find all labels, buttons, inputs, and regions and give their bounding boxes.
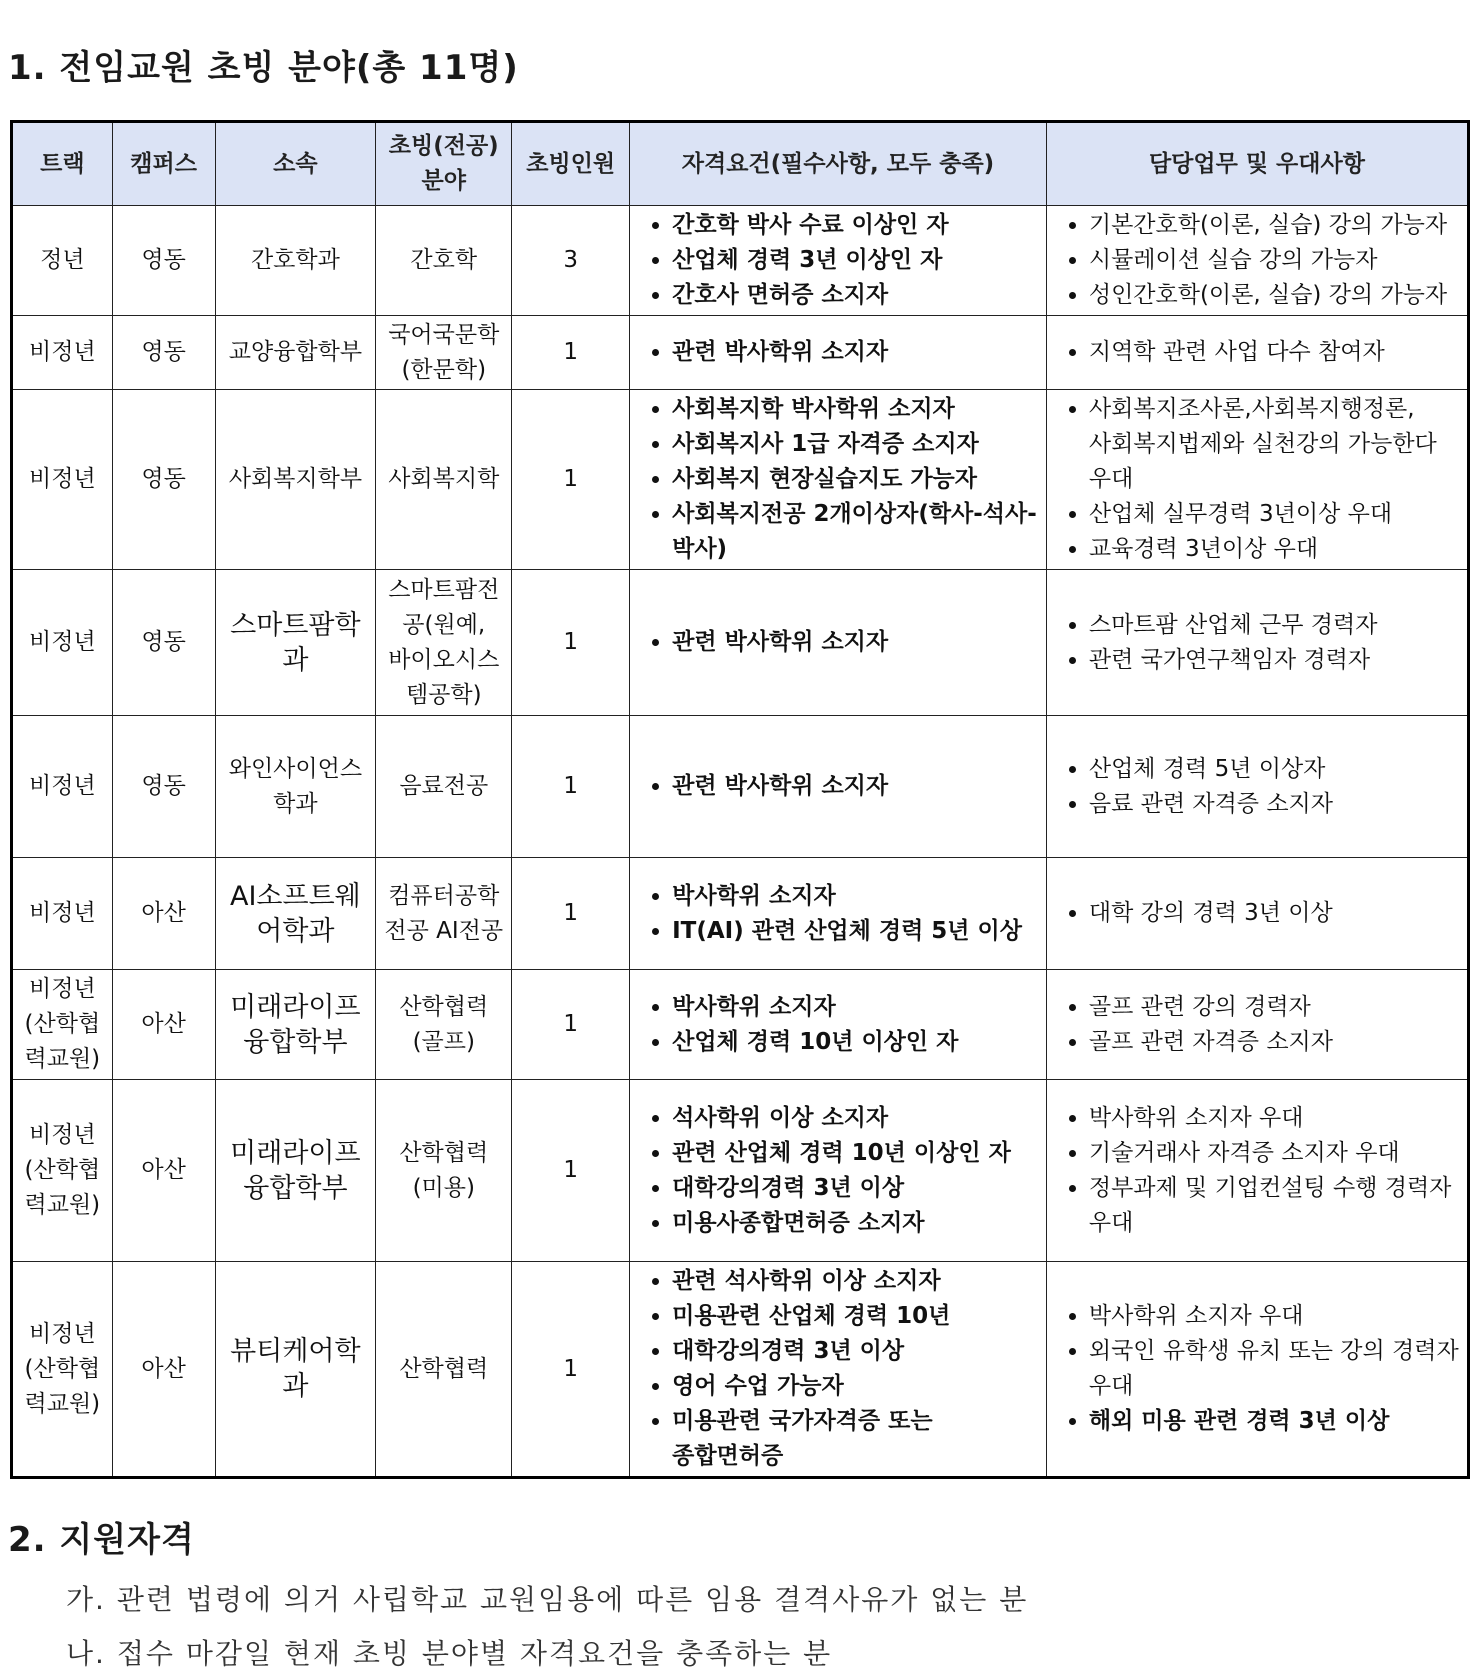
cell-field: 컴퓨터공학전공 AI전공 [376, 858, 512, 970]
duty-item: • 사회복지조사론,사회복지행정론,사회복지법제와 실천강의 가능한다 우대 [1089, 392, 1461, 497]
cell-duties [1046, 390, 1468, 570]
requirement-item: • 관련 박사학위 소지자 [672, 769, 1040, 804]
cell-duties [1046, 316, 1468, 390]
duty-item: • 스마트팜 산업체 근무 경력자 [1089, 608, 1461, 643]
requirement-item: • 미용관련 산업체 경력 10년 [672, 1299, 1040, 1334]
cell-count: 1 [512, 1080, 630, 1262]
cell-track: 비정년(산학협력교원) [12, 970, 113, 1080]
cell-campus: 아산 [112, 1080, 215, 1262]
cell-dept: 미래라이프융합학부 [215, 1080, 376, 1262]
duty-item: • 산업체 실무경력 3년이상 우대 [1089, 497, 1461, 532]
duty-item: • 박사학위 소지자 우대 [1089, 1299, 1461, 1334]
cell-track: 비정년 [12, 390, 113, 570]
cell-dept: 미래라이프융합학부 [215, 970, 376, 1080]
duty-item: • 골프 관련 자격증 소지자 [1089, 1025, 1461, 1060]
cell-requirements [630, 1080, 1047, 1262]
requirement-item: • 박사학위 소지자 [672, 879, 1040, 914]
cell-count: 3 [512, 206, 630, 316]
requirement-item: • 사회복지 현장실습지도 가능자 [672, 462, 1040, 497]
qualification-item: 나. 접수 마감일 현재 초빙 분야별 자격요건을 충족하는 분 [66, 1637, 833, 1670]
cell-count: 1 [512, 390, 630, 570]
requirement-item: • 대학강의경력 3년 이상 [672, 1334, 1040, 1369]
recruitment-table [10, 120, 1470, 1479]
cell-field: 국어국문학(한문학) [376, 316, 512, 390]
header-dept: 소속 [215, 122, 376, 206]
requirement-item: • 사회복지학 박사학위 소지자 [672, 392, 1040, 427]
cell-dept: 스마트팜학과 [215, 570, 376, 716]
cell-campus: 영동 [112, 316, 215, 390]
cell-campus: 영동 [112, 390, 215, 570]
requirement-item: • 사회복지전공 2개이상자(학사-석사-박사) [672, 497, 1040, 567]
table-row [12, 570, 1469, 716]
cell-campus: 영동 [112, 570, 215, 716]
cell-campus: 영동 [112, 716, 215, 858]
table-row [12, 858, 1469, 970]
requirement-item: • 산업체 경력 3년 이상인 자 [672, 243, 1040, 278]
cell-count: 1 [512, 716, 630, 858]
cell-duties [1046, 206, 1468, 316]
table-row [12, 1080, 1469, 1262]
cell-field: 스마트팜전공(원예,바이오시스템공학) [376, 570, 512, 716]
cell-count: 1 [512, 858, 630, 970]
cell-dept: AI소프트웨어학과 [215, 858, 376, 970]
cell-track: 비정년 [12, 316, 113, 390]
header-field: 초빙(전공)분야 [376, 122, 512, 206]
cell-count: 1 [512, 316, 630, 390]
header-track: 트랙 [12, 122, 113, 206]
duty-item: • 외국인 유학생 유치 또는 강의 경력자 우대 [1089, 1334, 1461, 1404]
cell-count: 1 [512, 1262, 630, 1478]
cell-requirements [630, 716, 1047, 858]
requirement-item: • 관련 박사학위 소지자 [672, 335, 1040, 370]
requirement-item: • 석사학위 이상 소지자 [672, 1101, 1040, 1136]
requirement-item: • 산업체 경력 10년 이상인 자 [672, 1025, 1040, 1060]
cell-dept: 간호학과 [215, 206, 376, 316]
cell-count: 1 [512, 570, 630, 716]
duty-item: • 관련 국가연구책임자 경력자 [1089, 643, 1461, 678]
cell-dept: 사회복지학부 [215, 390, 376, 570]
table-row [12, 390, 1469, 570]
duty-item: • 대학 강의 경력 3년 이상 [1089, 896, 1461, 931]
header-duties: 담당업무 및 우대사항 [1046, 122, 1468, 206]
cell-track: 정년 [12, 206, 113, 316]
requirement-item: • 관련 석사학위 이상 소지자 [672, 1264, 1040, 1299]
cell-duties [1046, 1262, 1468, 1478]
table-row [12, 1262, 1469, 1478]
requirement-item: • 미용사종합면허증 소지자 [672, 1206, 1040, 1241]
cell-count: 1 [512, 970, 630, 1080]
cell-requirements [630, 206, 1047, 316]
requirement-item: • 관련 산업체 경력 10년 이상인 자 [672, 1136, 1040, 1171]
requirement-item: • 간호사 면허증 소지자 [672, 278, 1040, 313]
table-header-row [12, 122, 1469, 206]
requirement-item: • 영어 수업 가능자 [672, 1369, 1040, 1404]
requirement-item: • IT(AI) 관련 산업체 경력 5년 이상 [672, 914, 1040, 949]
requirement-item: • 관련 박사학위 소지자 [672, 625, 1040, 660]
requirement-item: • 미용관련 국가자격증 또는 종합면허증 [672, 1404, 1040, 1474]
duty-item: • 골프 관련 강의 경력자 [1089, 990, 1461, 1025]
duty-item: • 해외 미용 관련 경력 3년 이상 [1089, 1404, 1461, 1439]
cell-requirements [630, 970, 1047, 1080]
header-count: 초빙인원 [512, 122, 630, 206]
cell-duties [1046, 858, 1468, 970]
cell-requirements [630, 1262, 1047, 1478]
section-2-title: 2. 지원자격 [8, 1520, 195, 1560]
cell-requirements [630, 390, 1047, 570]
duty-item: • 시뮬레이션 실습 강의 가능자 [1089, 243, 1461, 278]
cell-field: 산학협력 [376, 1262, 512, 1478]
cell-duties [1046, 1080, 1468, 1262]
header-requirements: 자격요건(필수사항, 모두 충족) [630, 122, 1047, 206]
cell-dept: 뷰티케어학과 [215, 1262, 376, 1478]
cell-field: 사회복지학 [376, 390, 512, 570]
cell-requirements [630, 316, 1047, 390]
duty-item: • 교육경력 3년이상 우대 [1089, 532, 1461, 567]
requirement-item: • 박사학위 소지자 [672, 990, 1040, 1025]
duty-item: • 성인간호학(이론, 실습) 강의 가능자 [1089, 278, 1461, 313]
cell-track: 비정년(산학협력교원) [12, 1080, 113, 1262]
cell-campus: 아산 [112, 858, 215, 970]
cell-duties [1046, 570, 1468, 716]
duty-item: • 박사학위 소지자 우대 [1089, 1101, 1461, 1136]
header-campus: 캠퍼스 [112, 122, 215, 206]
requirement-item: • 사회복지사 1급 자격증 소지자 [672, 427, 1040, 462]
cell-campus: 아산 [112, 970, 215, 1080]
duty-item: • 기술거래사 자격증 소지자 우대 [1089, 1136, 1461, 1171]
requirement-item: • 간호학 박사 수료 이상인 자 [672, 208, 1040, 243]
duty-item: • 정부과제 및 기업컨설팅 수행 경력자 우대 [1089, 1171, 1461, 1241]
cell-field: 산학협력(미용) [376, 1080, 512, 1262]
cell-track: 비정년(산학협력교원) [12, 1262, 113, 1478]
cell-campus: 아산 [112, 1262, 215, 1478]
requirement-item: • 대학강의경력 3년 이상 [672, 1171, 1040, 1206]
qualification-item: 가. 관련 법령에 의거 사립학교 교원임용에 따른 임용 결격사유가 없는 분 [66, 1583, 1029, 1616]
table-row [12, 970, 1469, 1080]
cell-field: 간호학 [376, 206, 512, 316]
duty-item: • 기본간호학(이론, 실습) 강의 가능자 [1089, 208, 1461, 243]
cell-field: 음료전공 [376, 716, 512, 858]
duty-item: • 지역학 관련 사업 다수 참여자 [1089, 335, 1461, 370]
cell-track: 비정년 [12, 570, 113, 716]
duty-item: • 음료 관련 자격증 소지자 [1089, 787, 1461, 822]
cell-campus: 영동 [112, 206, 215, 316]
section-1-title: 1. 전임교원 초빙 분야(총 11명) [8, 48, 519, 88]
table-row [12, 316, 1469, 390]
cell-track: 비정년 [12, 716, 113, 858]
cell-field: 산학협력(골프) [376, 970, 512, 1080]
cell-requirements [630, 570, 1047, 716]
cell-requirements [630, 858, 1047, 970]
cell-duties [1046, 970, 1468, 1080]
duty-item: • 산업체 경력 5년 이상자 [1089, 752, 1461, 787]
table-row [12, 206, 1469, 316]
cell-duties [1046, 716, 1468, 858]
table-row [12, 716, 1469, 858]
cell-dept: 교양융합학부 [215, 316, 376, 390]
cell-track: 비정년 [12, 858, 113, 970]
cell-dept: 와인사이언스학과 [215, 716, 376, 858]
